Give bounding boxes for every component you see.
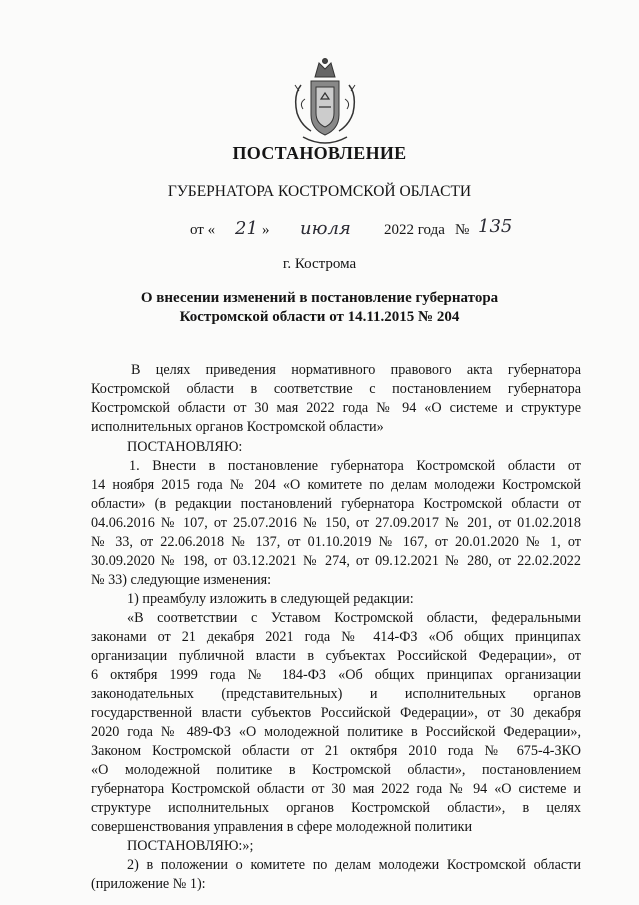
text-line: законами от 21 декабря 2021 года № 414-ФЗ «Об общих принципах	[91, 629, 581, 645]
text-line: Костромской области в соответствие с постановлением губернатора	[91, 381, 581, 397]
text-line: губернатора Костромской области от 30 мая 2022 года № 94 «О системе и	[91, 781, 581, 797]
heading-line: О внесении изменений в постановление губернатора	[140, 290, 499, 306]
text-line: структуре исполнительных органов Костромской области», в целях	[91, 800, 581, 816]
text-line: Костромской области от 30 мая 2022 года № 94 «О системе и структуре	[91, 400, 581, 416]
issuer-subtitle: ГУБЕРНАТОРА КОСТРОМСКОЙ ОБЛАСТИ	[167, 183, 472, 200]
text-line: № 33, от 22.06.2018 № 137, от 01.10.2019 № 167, от 20.01.2020 № 1, от	[91, 534, 581, 550]
subitem-2	[91, 856, 581, 894]
text-line: законодательных (представительных) и исполнительных органов	[91, 686, 581, 702]
text-line: области» (в редакции постановлений губернатора Костромской области от	[91, 496, 581, 512]
text-line: 30.09.2020 № 198, от 03.12.2021 № 274, от 09.12.2021 № 280, от 22.02.2022	[91, 553, 581, 569]
city-line: г. Кострома	[282, 256, 357, 272]
text-line: «О молодежной политике в Костромской области», постановлением	[91, 762, 581, 778]
date-year: 2022 года	[384, 222, 445, 238]
quoted-preamble	[91, 609, 581, 837]
text-line: 2) в положении о комитете по делам молодежи Костромской области	[127, 857, 581, 873]
text-line: 04.06.2016 № 107, от 25.07.2016 № 150, от 27.09.2017 № 201, от 01.02.2018	[91, 515, 581, 531]
number-label: №	[455, 222, 470, 238]
text-line: совершенствования управления в сфере молодежной политики	[91, 819, 473, 835]
text-line: организации публичной власти в субъектах Российской Федерации», от	[91, 648, 581, 664]
text-line: 1. Внести в постановление губернатора Костромской области от	[129, 458, 581, 474]
text-line: 6 октября 1999 года № 184-ФЗ «Об общих принципах организации	[91, 667, 581, 683]
item-1-paragraph	[91, 457, 581, 590]
text-line: Законом Костромской области от 21 октября 2010 года № 675-4-ЗКО	[91, 743, 581, 759]
text-line: № 33) следующие изменения:	[91, 572, 272, 588]
date-prefix: от «	[190, 222, 216, 238]
document-heading	[0, 289, 639, 327]
date-quote-close: »	[262, 222, 270, 238]
text-line: (приложение № 1):	[91, 876, 206, 892]
document-number-handwritten: 135	[478, 216, 513, 237]
text-line: исполнительных органов Костромской области»	[91, 419, 384, 435]
text-line: В целях приведения нормативного правового акта губернатора	[131, 362, 581, 378]
text-line: «В соответствии с Уставом Костромской области, федеральными	[127, 610, 581, 626]
text-line: государственной власти субъектов Российской Федерации», от 30 декабря	[91, 705, 581, 721]
subitem-1: 1) преамбулу изложить в следующей редакции:	[127, 591, 414, 607]
text-line: 2020 года № 489-ФЗ «О молодежной политике в Российской Федерации»,	[91, 724, 581, 740]
quoted-decree-word: ПОСТАНОВЛЯЮ:»;	[127, 838, 254, 854]
date-month-handwritten: июля	[300, 218, 351, 239]
text-line: 14 ноября 2015 года № 204 «О комитете по делам молодежи Костромской	[91, 477, 581, 493]
intro-paragraph	[91, 361, 581, 437]
date-day-handwritten: 21	[235, 218, 258, 239]
decree-word: ПОСТАНОВЛЯЮ:	[127, 439, 243, 455]
coat-of-arms-emblem	[289, 55, 361, 155]
document-type-title: ПОСТАНОВЛЕНИЕ	[232, 143, 407, 163]
heading-line: Костромской области от 14.11.2015 № 204	[179, 309, 460, 325]
